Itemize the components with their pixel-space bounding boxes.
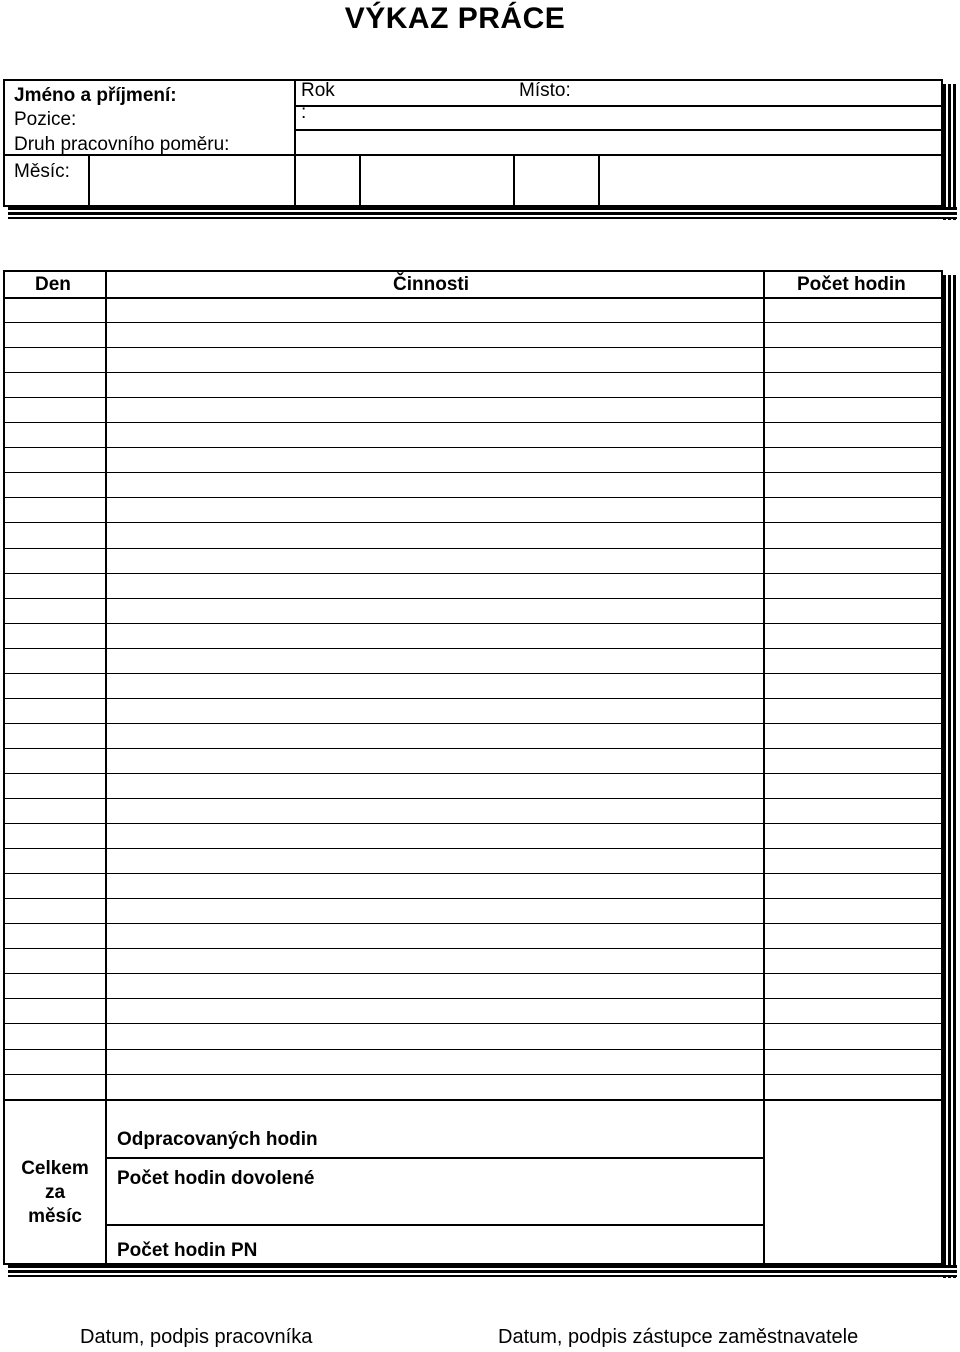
table-row-rule bbox=[5, 598, 941, 599]
table-row-rule bbox=[5, 1049, 941, 1050]
header-rule bbox=[296, 154, 941, 156]
summary-rule bbox=[105, 1157, 763, 1159]
position-label: Pozice: bbox=[14, 109, 77, 130]
work-table bbox=[3, 270, 943, 1265]
table-row-rule bbox=[5, 773, 941, 774]
header-divider bbox=[294, 81, 296, 205]
header-row-rule bbox=[5, 297, 941, 299]
year-label-colon: : bbox=[301, 102, 307, 123]
month-value-divider bbox=[88, 154, 90, 205]
table-row-rule bbox=[5, 673, 941, 674]
table-row-rule bbox=[5, 497, 941, 498]
table-row-rule bbox=[5, 748, 941, 749]
column-header-day: Den bbox=[35, 274, 71, 295]
header-rule bbox=[296, 129, 941, 131]
summary-label-line: Celkem bbox=[21, 1158, 89, 1179]
table-row-rule bbox=[5, 723, 941, 724]
employment-label: Druh pracovního poměru: bbox=[14, 134, 230, 155]
summary-label bbox=[5, 1157, 105, 1229]
place-label: Místo: bbox=[519, 80, 571, 101]
header-shadow-bottom bbox=[8, 207, 957, 219]
year-label-text: Rok bbox=[301, 80, 335, 101]
table-row-rule bbox=[5, 948, 941, 949]
table-row-rule bbox=[5, 823, 941, 824]
employer-signature-label: Datum, podpis zástupce zaměstnavatele bbox=[498, 1326, 859, 1348]
header-rule bbox=[296, 105, 941, 107]
column-header-hours: Počet hodin bbox=[797, 274, 906, 295]
table-row-rule bbox=[5, 1023, 941, 1024]
table-row-rule bbox=[5, 397, 941, 398]
table-row-rule bbox=[5, 447, 941, 448]
page-title: VÝKAZ PRÁCE bbox=[344, 2, 566, 35]
table-row-rule bbox=[5, 322, 941, 323]
column-header-activities: Činnosti bbox=[393, 274, 469, 295]
table-row-rule bbox=[5, 623, 941, 624]
table-row-rule bbox=[5, 1074, 941, 1075]
table-row-rule bbox=[5, 848, 941, 849]
column-divider-hours bbox=[763, 272, 765, 1263]
summary-rule bbox=[105, 1224, 763, 1226]
name-label: Jméno a příjmení: bbox=[14, 85, 177, 106]
summary-worked-hours: Odpracovaných hodin bbox=[117, 1129, 318, 1150]
table-row-rule bbox=[5, 998, 941, 999]
summary-label-line: za bbox=[44, 1182, 66, 1203]
header-shadow-right bbox=[943, 84, 957, 220]
summary-vacation-hours: Počet hodin dovolené bbox=[117, 1168, 315, 1189]
table-row-rule bbox=[5, 347, 941, 348]
table-row-rule bbox=[5, 422, 941, 423]
table-row-rule bbox=[5, 522, 941, 523]
table-row-rule bbox=[5, 1099, 941, 1101]
table-row-rule bbox=[5, 648, 941, 649]
summary-label-line: měsíc bbox=[28, 1206, 82, 1227]
employee-signature-label: Datum, podpis pracovníka bbox=[80, 1326, 313, 1348]
table-row-rule bbox=[5, 798, 941, 799]
table-row-rule bbox=[5, 573, 941, 574]
table-row-rule bbox=[5, 548, 941, 549]
table-row-rule bbox=[5, 472, 941, 473]
summary-sick-hours: Počet hodin PN bbox=[117, 1240, 258, 1261]
table-shadow-bottom bbox=[8, 1265, 957, 1277]
header-rule bbox=[5, 154, 296, 156]
table-row-rule bbox=[5, 698, 941, 699]
table-row-rule bbox=[5, 898, 941, 899]
header-box bbox=[3, 79, 943, 207]
year-value-divider bbox=[359, 154, 361, 205]
column-divider-day bbox=[105, 272, 107, 1263]
table-row-rule bbox=[5, 372, 941, 373]
place-divider bbox=[513, 154, 515, 205]
table-shadow-right bbox=[943, 275, 957, 1278]
table-row-rule bbox=[5, 973, 941, 974]
table-row-rule bbox=[5, 873, 941, 874]
place-value-divider bbox=[598, 154, 600, 205]
month-label: Měsíc: bbox=[14, 161, 70, 182]
year-label bbox=[301, 80, 335, 124]
table-row-rule bbox=[5, 923, 941, 924]
table-grid bbox=[5, 272, 941, 1263]
